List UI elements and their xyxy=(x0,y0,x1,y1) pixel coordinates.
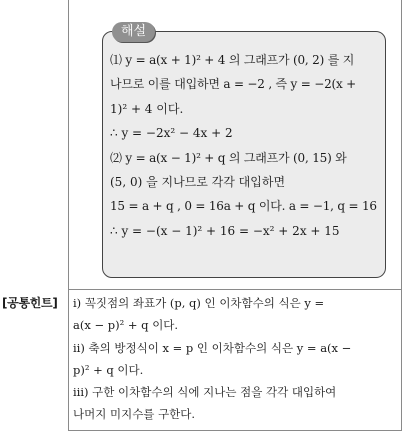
solution-line: ⑴ y = a(x + 1)² + 4 의 그래프가 (0, 2) 를 지 xyxy=(110,53,355,67)
solution-line: ∴ y = −(x − 1)² + 16 = −x² + 2x + 15 xyxy=(110,223,340,238)
hint-line: 나머지 미지수를 구한다. xyxy=(73,407,196,422)
solution-line: ⑵ y = a(x − 1)² + q 의 그래프가 (0, 15) 와 xyxy=(110,150,347,165)
hint-line: ⅱ) 축의 방정식이 x = p 인 이차함수의 식은 y = a(x − xyxy=(73,340,352,355)
solution-line: ∴ y = −2x² − 4x + 2 xyxy=(110,126,233,141)
solution-label: 해설 xyxy=(112,22,155,42)
solution-line: 15 = a + q , 0 = 16a + q 이다. a = −1, q = 16 xyxy=(110,199,377,214)
solution-text xyxy=(110,51,382,246)
solution-line: 나므로 이를 대입하면 a = −2 , 즉 y = −2(x + xyxy=(110,77,357,92)
hint-line: ⅰ) 꼭짓점의 좌표가 (p, q) 인 이차함수의 식은 y = xyxy=(73,296,325,310)
section-divider xyxy=(68,289,402,290)
hint-line: ⅲ) 구한 이차함수의 식에 지나는 점을 각각 대입하여 xyxy=(73,385,337,400)
hint-label: [공통힌트] xyxy=(2,296,58,310)
hint-text xyxy=(73,294,399,428)
solution-line: 1)² + 4 이다. xyxy=(110,101,184,116)
hint-line: p)² + q 이다. xyxy=(73,362,144,377)
hint-line: a(x − p)² + q 이다. xyxy=(73,318,179,333)
solution-line: (5, 0) 을 지나므로 각각 대입하면 xyxy=(110,174,286,189)
